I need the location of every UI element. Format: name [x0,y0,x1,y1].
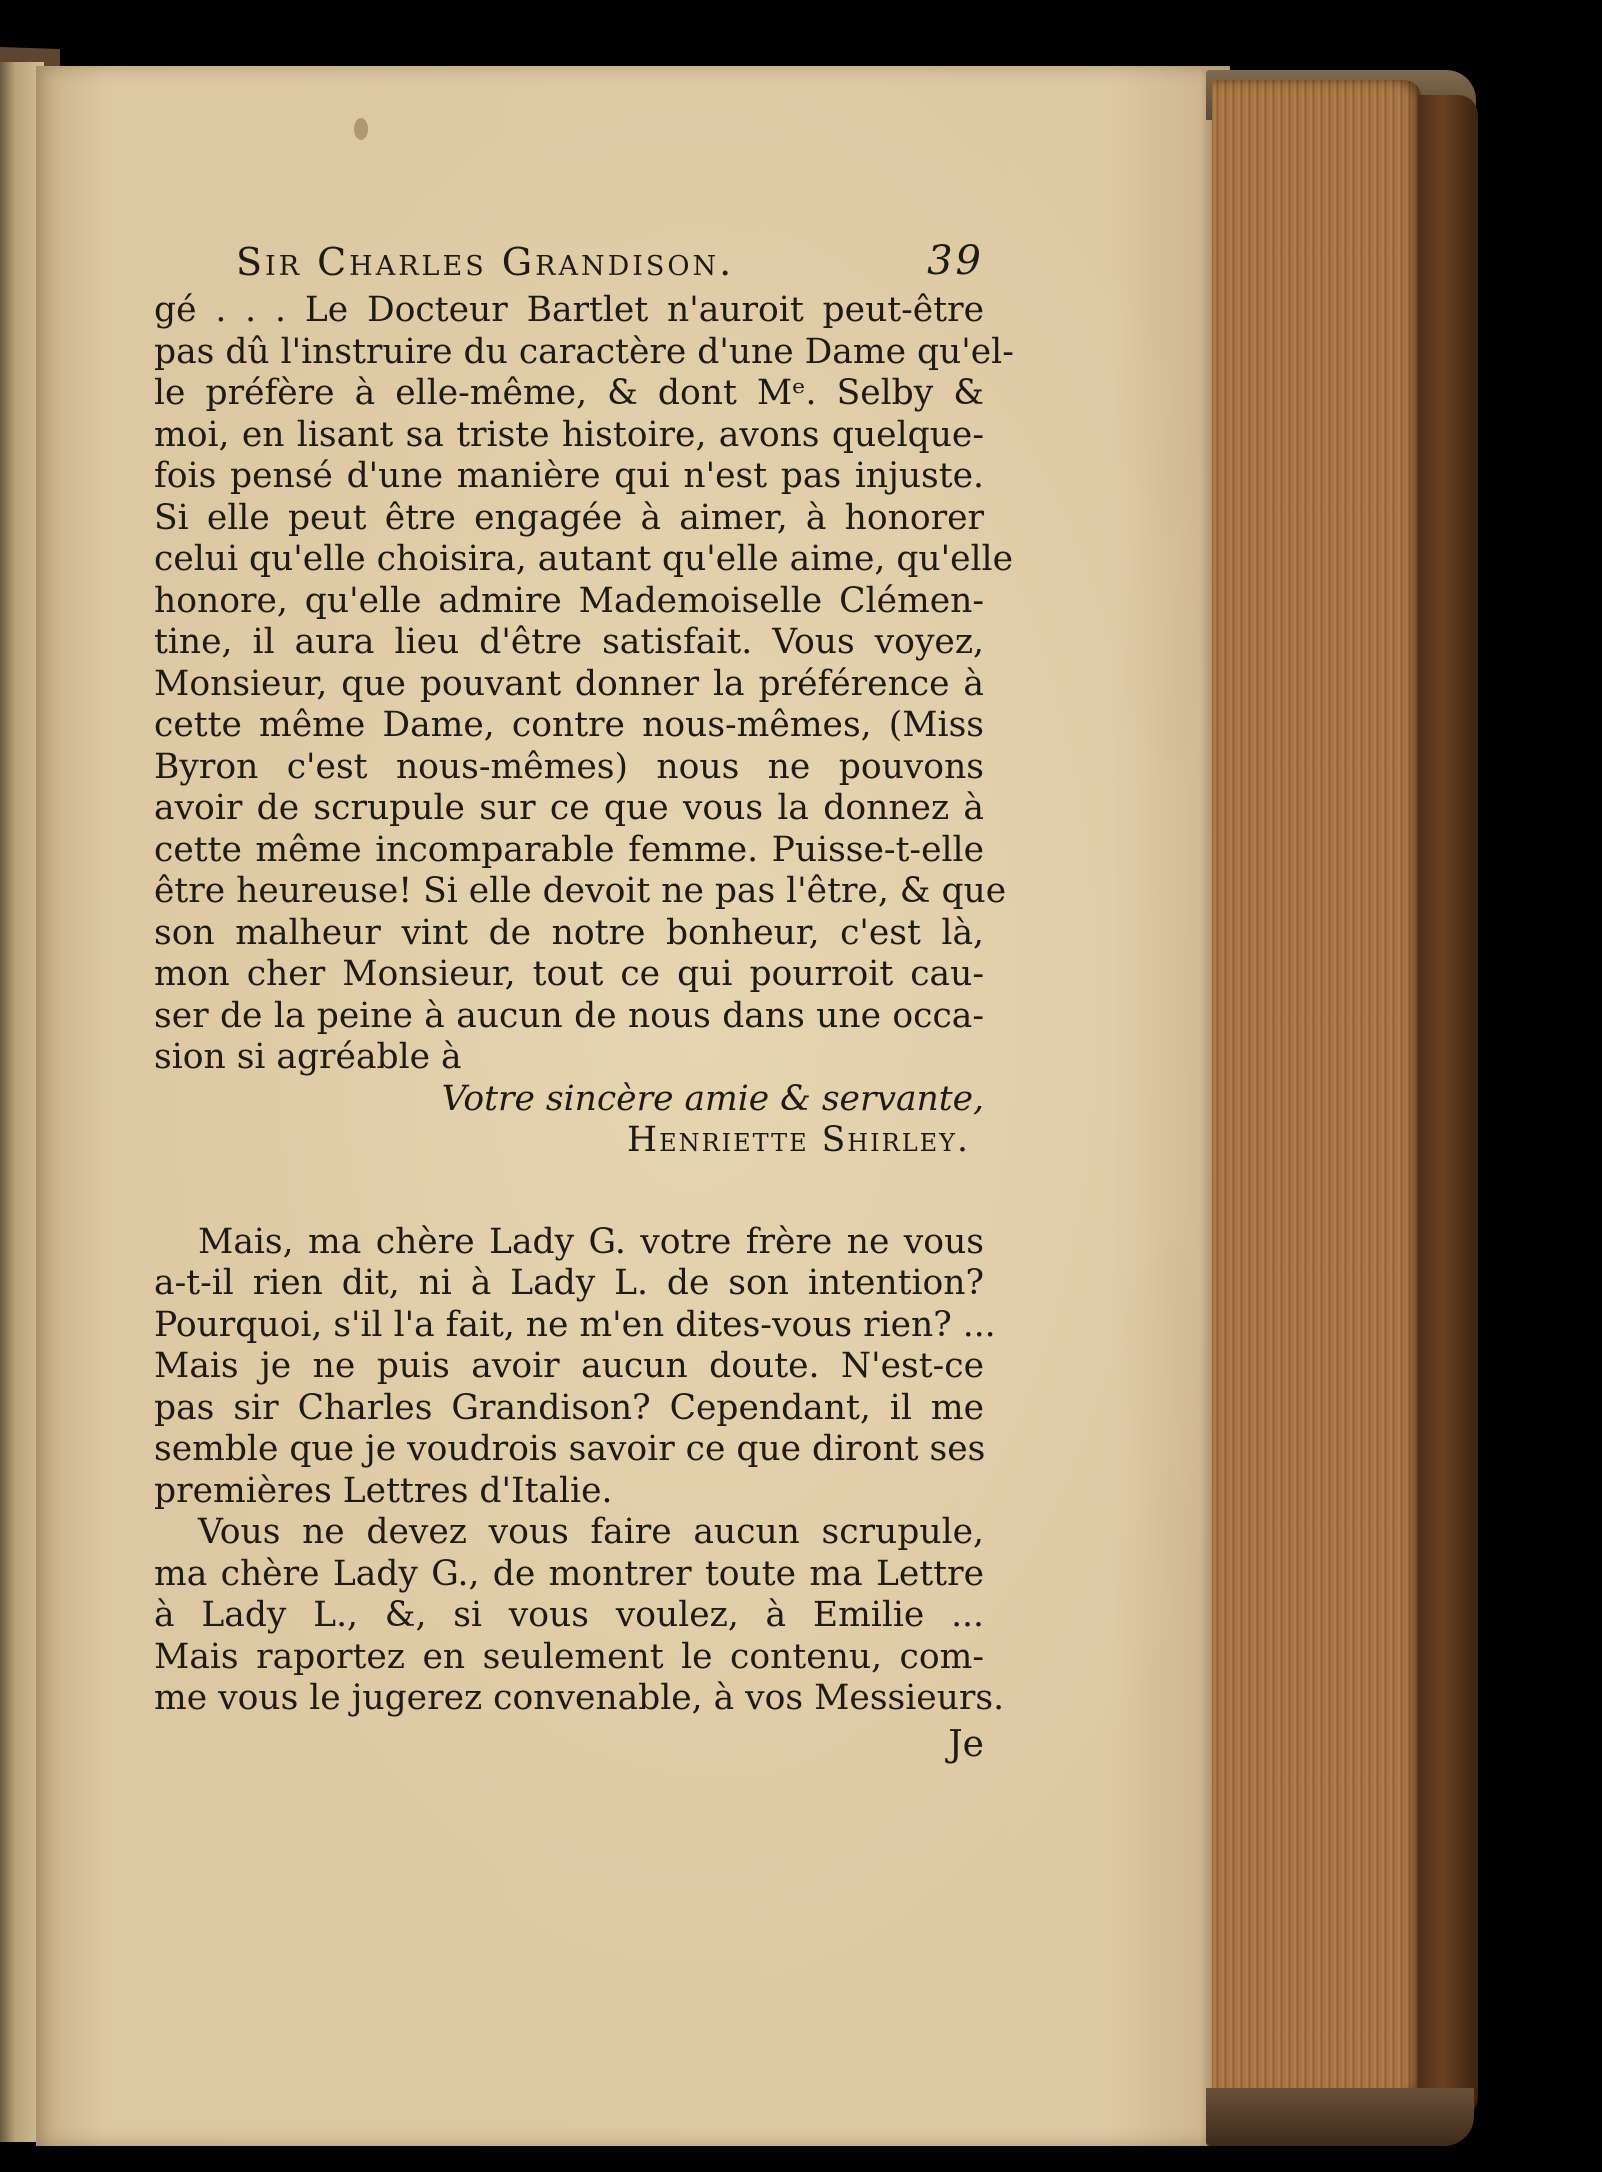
text-line: Mais, ma chère Lady G. votre frère ne vous [198,1221,984,1262]
signature-closing: Votre sincère amie & servante, [441,1078,984,1119]
signature-name: Henriette Shirley. [626,1120,970,1160]
text-line: Byron c'est nous-mêmes) nous ne pouvons [154,746,984,787]
paragraph-letter-body [154,290,1014,1079]
text-line: tine, il aura lieu d'être satisfait. Vous voyez, [154,622,984,662]
text-line: pas dû l'instruire du caractère d'une Dame qu'el- [154,331,1014,372]
paragraph-second [154,1221,996,1513]
text-line: avoir de scrupule sur ce que vous la donnez à [154,788,984,828]
text-line: fois pensé d'une manière qui n'est pas injuste. [154,456,984,496]
text-line: a-t-il rien dit, ni à Lady L. de son intention? [154,1263,984,1303]
text-line: ma chère Lady G., de montrer toute ma Lettre [154,1553,984,1594]
text-line: le préfère à elle-même, & dont Mᵉ. Selby & [154,373,984,413]
text-line: celui qu'elle choisira, autant qu'elle aime, qu'elle [154,539,1014,579]
text-line: honore, qu'elle admire Mademoiselle Clémen- [154,580,984,621]
text-line: sion si agréable à [154,1037,462,1077]
text-line: être heureuse! Si elle devoit ne pas l'être, & que [154,871,1007,911]
catchword-line [154,1720,984,1768]
text-line: pas sir Charles Grandison? Cependant, il me [154,1387,984,1428]
text-line: cette même Dame, contre nous-mêmes, (Miss [154,705,984,745]
text-line: mon cher Monsieur, tout ce qui pourroit cau- [154,954,984,994]
catchword: Je [948,1723,984,1765]
page-block-fore-edge [1212,80,1422,2098]
text-line: semble que je voudrois savoir ce que diront ses [154,1429,986,1469]
letter-signature [154,1079,984,1162]
text-line: gé . . . Le Docteur Bartlet n'auroit peut-être [154,290,984,330]
page-number: 39 [927,238,984,284]
text-line: moi, en lisant sa triste histoire, avons quelque- [154,414,984,455]
text-line: premières Lettres d'Italie. [154,1470,613,1511]
text-line: Si elle peut être engagée à aimer, à honorer [154,497,984,538]
text-line: Monsieur, que pouvant donner la préférence à [154,663,984,704]
book-cover-spine-edge [1418,95,1478,2125]
text-line: Pourquoi, s'il l'a fait, ne m'en dites-vous rien? ... [154,1304,996,1345]
text-line: à Lady L., &, si vous voulez, à Emilie ... [154,1595,984,1635]
text-line: son malheur vint de notre bonheur, c'est là, [154,912,984,953]
paragraph-spacer [154,1162,984,1222]
running-title: Sir Charles Grandison. [236,240,735,284]
paragraph-third [154,1512,1005,1720]
text-line: me vous le jugerez convenable, à vos Messieurs. [154,1678,1005,1718]
page-text-block [154,234,1014,1768]
running-head [154,234,984,284]
book-cover-bottom [1206,2088,1474,2146]
ink-stain [354,118,368,140]
text-line: cette même incomparable femme. Puisse-t-elle [154,829,984,870]
text-line: Mais je ne puis avoir aucun doute. N'est-ce [154,1346,984,1386]
text-line: ser de la peine à aucun de nous dans une occa- [154,995,984,1036]
text-line: Vous ne devez vous faire aucun scrupule, [198,1512,984,1552]
text-line: Mais raportez en seulement le contenu, com- [154,1636,984,1677]
